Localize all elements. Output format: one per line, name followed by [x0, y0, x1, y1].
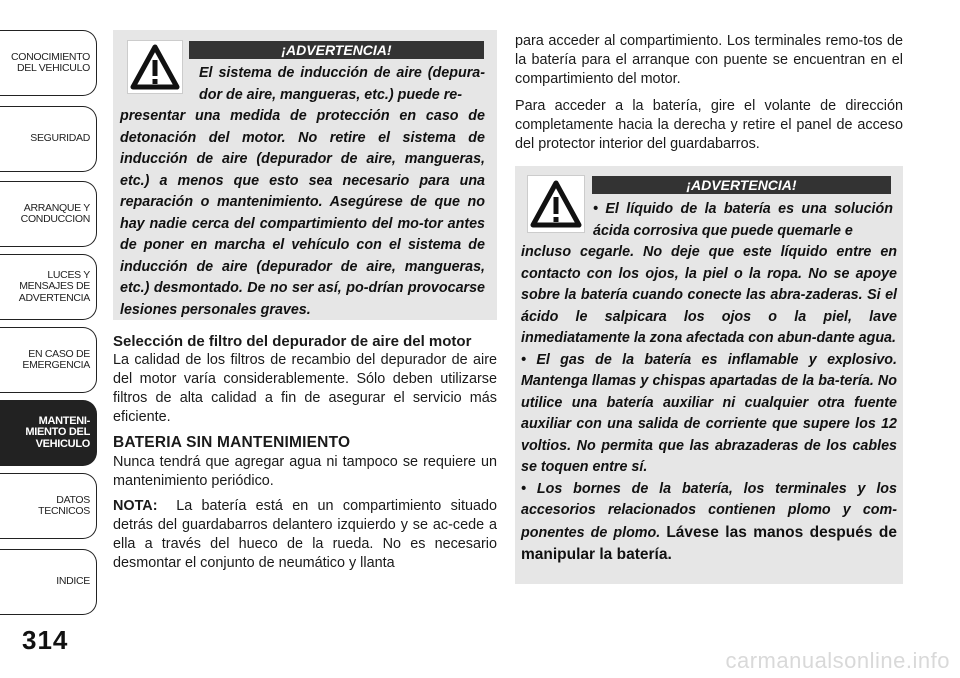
bullet-acid: incluso cegarle. No deje que este líquido entre en contacto con los ojos, la piel o la ropa. No se apoye sobre la batería cuando conecte las abra-zaderas. Si el ácido le salpicara los ojos o la piel, lave inmediatamente la zona afectada con abun-dante agua. [521, 244, 897, 346]
chapter-tab-label: LUCES Y [47, 268, 90, 281]
chapter-tab-1[interactable] [0, 106, 97, 172]
nota-label: NOTA: [113, 498, 158, 514]
warning-header: ¡ADVERTENCIA! [592, 176, 891, 194]
chapter-tab-3[interactable] [0, 254, 97, 320]
chapter-tab-label: TECNICOS [38, 505, 90, 517]
section-body-battery: Nunca tendrá que agregar agua ni tampoco se requiere un mantenimiento periódico. [113, 454, 497, 489]
section-title-battery: BATERIA SIN MANTENIMIENTO [113, 434, 351, 451]
chapter-tab-label: DEL VEHICULO [16, 62, 90, 74]
chapter-tab-label: MIENTO DEL [25, 426, 90, 439]
bullet-lead: • Los bornes de la batería, los terminales y los accesorios relacionados contienen plomo y com-ponentes de plomo. Lávese las manos después de manipular la batería. [521, 480, 897, 563]
section-title-filter: Selección de filtro del depurador de aire del motor [113, 333, 472, 350]
left-column [113, 332, 497, 579]
battery-warning-body [521, 242, 897, 567]
chapter-tab-label: SEGURIDAD [30, 132, 90, 145]
chapter-tab-4[interactable] [0, 327, 97, 393]
chapter-tab-0[interactable] [0, 30, 97, 96]
right-column [515, 32, 903, 160]
chapter-tab-2[interactable] [0, 181, 97, 247]
warning-triangle-icon [527, 175, 585, 233]
bullet-gas: • El gas de la batería es inflamable y explosivo. Mantenga llamas y chispas apartadas de la ba-tería. No utilice una batería auxiliar ni cualquier otra fuente auxiliar con una salida de corriente que supere los 12 voltios. No permita que las abrazaderas de los cables se toquen entre sí. [521, 351, 897, 475]
warning-triangle-icon [127, 40, 183, 94]
chapter-tab-label: CONOCIMIENTO [10, 50, 90, 63]
nota-paragraph [113, 497, 497, 573]
battery-warning-box [515, 166, 903, 584]
page-number: 314 [22, 625, 69, 655]
paragraph-steering: Para acceder a la batería, gire el volante de dirección completamente hacia la derecha y retire el panel de acceso del protector interior del guardabarros. [515, 98, 903, 152]
chapter-tab-label: MANTENI- [38, 414, 90, 427]
chapter-tab-label: DATOS [56, 493, 90, 506]
warning-header: ¡ADVERTENCIA! [189, 41, 484, 59]
chapter-tab-5[interactable] [0, 400, 97, 466]
watermark: carmanualsonline.info [725, 648, 950, 673]
warning-text-first: El sistema de inducción de aire (depura-dor de aire, mangueras, etc.) puede re- [199, 65, 485, 103]
nota-body: La batería está en un compartimiento situado detrás del guardabarros delantero izquierdo y se ac-cede a ella a través del hueco de la rueda. No es necesario desmontar el conjunto de neumático y llanta [113, 498, 498, 571]
air-intake-warning-box [113, 30, 497, 320]
paragraph-access: para acceder al compartimiento. Los terminales remo-tos de la batería para el arranque con puente se encuentran en el compartimiento del motor. [515, 33, 903, 87]
chapter-tab-label: VEHICULO [35, 437, 90, 450]
chapter-tab-label: EN CASO DE [28, 347, 90, 360]
chapter-tab-label: CONDUCCION [20, 213, 90, 225]
warning-text-body: presentar una medida de protección en caso de detonación del motor. No retire el sistema de inducción de aire (depurador de aire, mangueras, etc.) a menos que esto sea necesario para una reparación o mantenimiento. Asegúrese de que no hay nadie cerca del compartimiento del mo-tor antes de poner en marcha el vehículo con el sistema de inducción de aire (depurador de aire, mangueras, etc.) desmontado. De no ser así, po-drían provocarse lesiones personales graves. [120, 108, 485, 318]
chapter-tab-label: EMERGENCIA [22, 359, 90, 371]
chapter-tab-7[interactable] [0, 549, 97, 615]
battery-warning-first: • El líquido de la batería es una solución ácida corrosiva que puede quemarle e [593, 201, 893, 239]
chapter-tab-6[interactable] [0, 473, 97, 539]
chapter-tab-label: ARRANQUE Y [23, 201, 90, 214]
wash-hands-text: Lávese las manos después de manipular la batería. [521, 523, 897, 563]
section-body-filter: La calidad de los filtros de recambio del depurador de aire del motor varía considerablemente. Sólo deben utilizarse filtros de alta calidad a fin de asegurar el servicio más eficiente. [113, 352, 497, 425]
chapter-tab-label: ADVERTENCIA [18, 291, 90, 304]
chapter-tab-label: MENSAJES DE [19, 280, 90, 293]
chapter-tab-label: INDICE [56, 575, 90, 588]
